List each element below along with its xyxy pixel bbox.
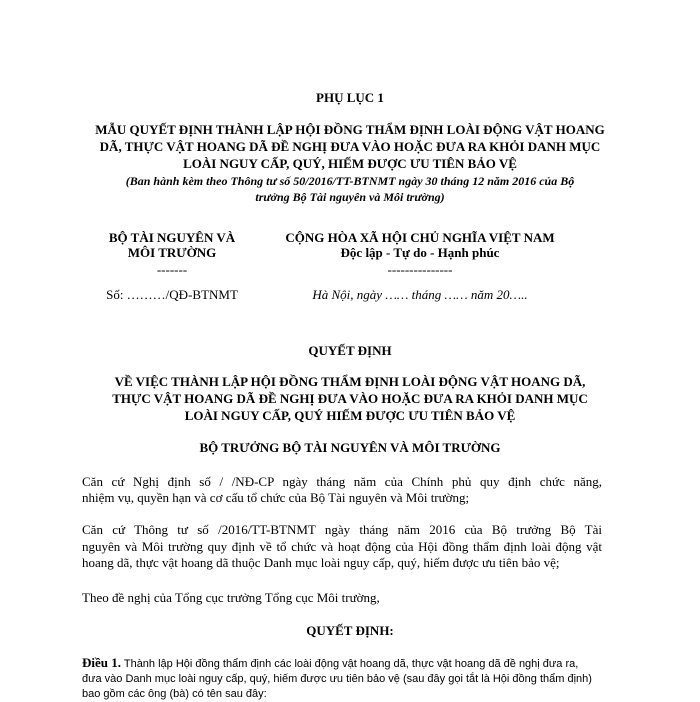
nation-divider: --------------- (387, 262, 453, 277)
decision-title: QUYẾT ĐỊNH (308, 343, 392, 358)
basis-2-line-2: nguyên và Môi trường quy định về tổ chức và hoạt động của Hội đồng thẩm định loài động vật (82, 539, 602, 554)
national-motto: Độc lập - Tự do - Hạnh phúc (340, 245, 500, 260)
issuing-authority: BỘ TRƯỞNG BỘ TÀI NGUYÊN VÀ MÔI TRƯỜNG (199, 440, 501, 455)
ministry-divider: ------- (156, 262, 188, 277)
nation-name: CỘNG HÒA XÃ HỘI CHỦ NGHĨA VIỆT NAM (285, 230, 555, 245)
ministry-name-line-1: BỘ TÀI NGUYÊN VÀ (108, 230, 236, 245)
article-1-text-1: Thành lập Hội đồng thẩm định các loài động vật hoang dã, thực vật hoang dã đề nghị đưa ra, (121, 658, 579, 670)
appendix-title: PHỤ LỤC 1 (316, 90, 384, 105)
subject-line-2: THỰC VẬT HOANG DÃ ĐỀ NGHỊ ĐƯA VÀO HOẶC ĐƯA RA KHỎI DANH MỤC (112, 391, 588, 406)
issued-note-line-2: trưởng Bộ Tài nguyên và Môi trường) (255, 190, 445, 204)
document-number: Số: ………/QĐ-BTNMT (106, 287, 238, 302)
basis-2-line-1: Căn cứ Thông tư số /2016/TT-BTNMT ngày tháng năm 2016 của Bộ trưởng Bộ Tài (82, 522, 602, 537)
proposal-text: Theo đề nghị của Tổng cục trưởng Tổng cục Môi trường, (82, 590, 380, 605)
basis-1-line-1: Căn cứ Nghị định số / /NĐ-CP ngày tháng năm của Chính phủ quy định chức năng, (82, 474, 602, 489)
basis-1-line-2: nhiệm vụ, quyền hạn và cơ cấu tổ chức của Bộ Tài nguyên và Môi trường; (82, 490, 470, 505)
article-1-label: Điều 1. (82, 655, 121, 670)
ministry-name-line-2: MÔI TRƯỜNG (127, 245, 217, 260)
subject-line-1: VỀ VIỆC THÀNH LẬP HỘI ĐỒNG THẨM ĐỊNH LOÀI ĐỘNG VẬT HOANG DÃ, (114, 374, 586, 389)
basis-2-line-3: hoang dã, thực vật hoang dã thuộc Danh mục loài nguy cấp, quý, hiếm được ưu tiên bảo vệ; (82, 555, 560, 570)
issued-note-line-1: (Ban hành kèm theo Thông tư số 50/2016/TT-BTNMT ngày 30 tháng 12 năm 2016 của Bộ (125, 174, 575, 188)
article-1-line-2: đưa vào Danh mục loài nguy cấp, quý, hiếm được ưu tiên bảo vệ (sau đây gọi tắt là Hội đồng thẩm định) (82, 673, 592, 685)
place-date: Hà Nội, ngày …… tháng …… năm 20….. (312, 287, 528, 302)
article-1-line-3: bao gồm các ông (bà) có tên sau đây: (82, 688, 267, 700)
form-title-line-2: DÃ, THỰC VẬT HOANG DÃ ĐỀ NGHỊ ĐƯA VÀO HOẶC ĐƯA RA KHỎI DANH MỤC (99, 139, 601, 154)
form-title-line-3: LOÀI NGUY CẤP, QUÝ, HIẾM ĐƯỢC ƯU TIÊN BẢO VỆ (183, 156, 517, 171)
subject-line-3: LOÀI NGUY CẤP, QUÝ HIẾM ĐƯỢC ƯU TIÊN BẢO VỆ (184, 408, 516, 423)
form-title-line-1: MẪU QUYẾT ĐỊNH THÀNH LẬP HỘI ĐỒNG THẨM ĐỊNH LOÀI ĐỘNG VẬT HOANG (95, 122, 605, 137)
article-1-line-1 (82, 655, 578, 672)
decides-heading: QUYẾT ĐỊNH: (306, 623, 394, 638)
